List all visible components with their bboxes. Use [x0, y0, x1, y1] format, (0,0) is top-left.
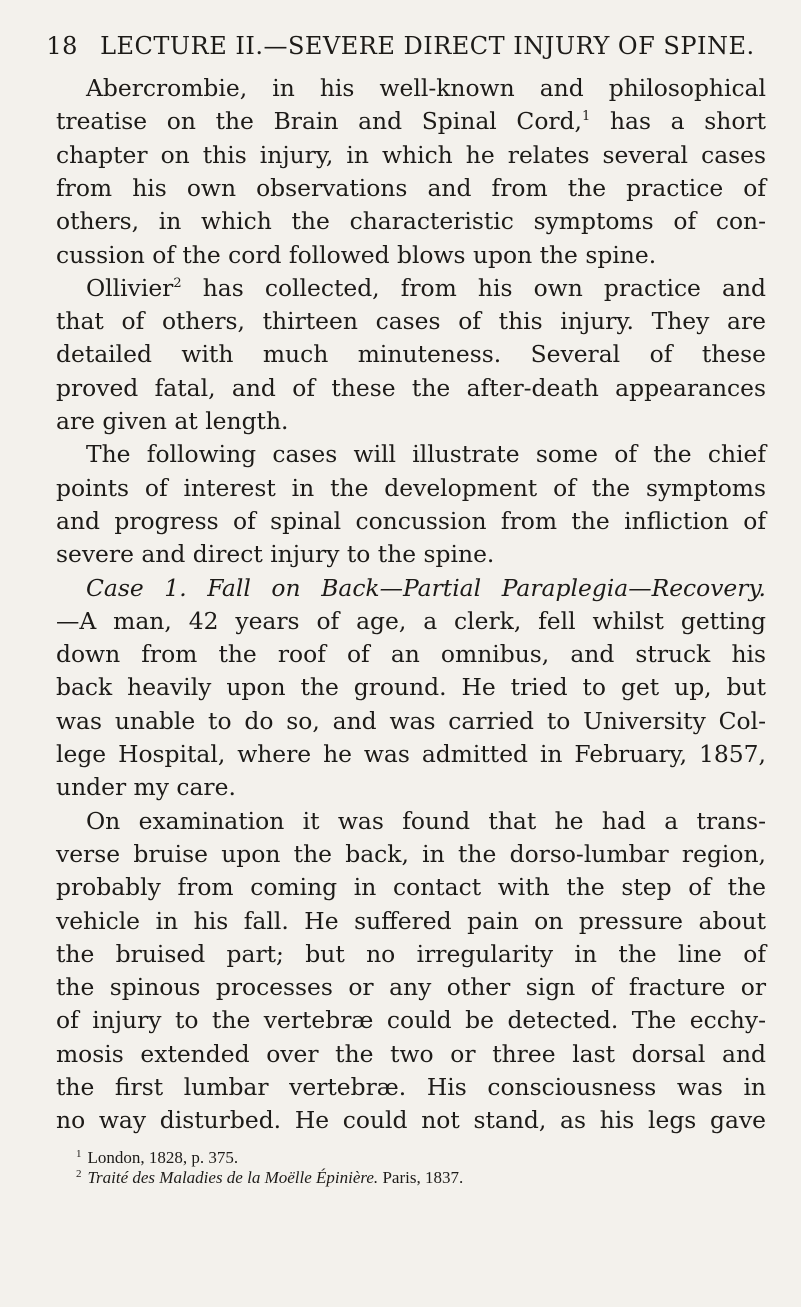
line-text: the bruised part; but no irregularity in the line of [56, 939, 766, 968]
line-text: lege Hospital, where he was admitted in February, 1857, [56, 740, 766, 768]
text-line [56, 1104, 766, 1137]
text-line [56, 105, 766, 138]
running-title: LECTURE II.—SEVERE DIRECT INJURY OF SPINE. [100, 32, 755, 60]
text-line [56, 438, 766, 471]
text-line [56, 272, 766, 305]
text-line [56, 472, 766, 505]
footnote-text: Paris, 1837. [378, 1168, 464, 1187]
line-text: others, in which the characteristic symptoms of con- [56, 207, 766, 236]
text-line [56, 1004, 766, 1037]
text-line [56, 871, 766, 904]
footnote-mark: 2 [76, 1168, 82, 1180]
line-text: verse bruise upon the back, in the dorso-lumbar region, [56, 839, 766, 868]
text-line [56, 205, 766, 238]
line-text: cussion of the cord followed blows upon the spine. [56, 240, 657, 269]
text-line [56, 805, 766, 838]
line-text: from his own observations and from the practice of [56, 173, 766, 202]
footnote [76, 1168, 463, 1190]
text-line [56, 1038, 766, 1071]
line-text: down from the roof of an omnibus, and struck his [56, 640, 766, 669]
line-text: —A man, 42 years of age, a clerk, fell whilst getting [56, 606, 766, 635]
text-line [56, 905, 766, 938]
text-line [56, 139, 766, 172]
line-text: has a short [590, 107, 767, 136]
text-line [56, 505, 766, 538]
text-line [56, 72, 766, 105]
page-number: 18 [46, 32, 78, 60]
line-text: the first lumbar vertebræ. His consciousness was in [56, 1073, 766, 1101]
text-line [56, 572, 766, 605]
footnote-mark: 1 [76, 1148, 82, 1160]
line-text: Ollivier [86, 273, 174, 302]
text-line [56, 838, 766, 871]
footnote [76, 1148, 238, 1170]
footnote-text: London, 1828, p. 375. [87, 1148, 239, 1167]
text-line [56, 971, 766, 1004]
line-text: severe and direct injury to the spine. [56, 540, 495, 569]
text-line [56, 738, 766, 771]
line-text: back heavily upon the ground. He tried to get up, but [56, 673, 766, 702]
line-text: was unable to do so, and was carried to University Col- [56, 706, 766, 735]
line-text: under my care. [56, 773, 236, 802]
line-text: points of interest in the development of the symptoms [56, 473, 766, 502]
text-line [56, 305, 766, 338]
line-text: vehicle in his fall. He suffered pain on pressure about [56, 906, 766, 935]
case-heading: Case 1. Fall on Back—Partial Paraplegia—Recovery. [86, 573, 766, 602]
line-text: proved fatal, and of these the after-death appearances [56, 373, 766, 402]
footnote-title: Traité des Maladies de la Moëlle Épinière. [87, 1168, 379, 1187]
line-text: and progress of spinal concussion from the infliction of [56, 506, 766, 535]
line-text: The following cases will illustrate some of the chief [86, 440, 766, 469]
line-text: probably from coming in contact with the step of the [56, 873, 766, 902]
line-text: has collected, from his own practice and [181, 273, 766, 302]
text-line [56, 372, 766, 405]
line-text: Abercrombie, in his well-known and philosophical [86, 74, 766, 102]
line-text: mosis extended over the two or three last dorsal and [56, 1039, 766, 1068]
text-line [56, 605, 766, 638]
text-line [56, 239, 766, 272]
text-line [56, 671, 766, 704]
text-line [56, 938, 766, 971]
line-text: treatise on the Brain and Spinal Cord, [56, 107, 582, 136]
line-text: of injury to the vertebræ could be detected. The ecchy- [56, 1006, 766, 1035]
line-text: the spinous processes or any other sign of fracture or [56, 973, 766, 1002]
line-text: detailed with much minuteness. Several of these [56, 340, 766, 369]
footnote-reference: 1 [582, 109, 591, 125]
text-line [56, 172, 766, 205]
text-line [56, 771, 766, 804]
line-text: that of others, thirteen cases of this injury. They are [56, 307, 766, 336]
text-line [56, 405, 766, 438]
line-text: are given at length. [56, 407, 289, 435]
line-text: no way disturbed. He could not stand, as his legs gave [56, 1106, 766, 1135]
text-line [56, 538, 766, 571]
footnote-reference: 2 [173, 275, 182, 291]
text-line [56, 338, 766, 371]
text-line [56, 705, 766, 738]
text-line [56, 638, 766, 671]
text-line [56, 1071, 766, 1104]
running-head [0, 32, 801, 60]
line-text: On examination it was found that he had a trans- [86, 806, 766, 835]
line-text: chapter on this injury, in which he relates several cases [56, 140, 766, 169]
